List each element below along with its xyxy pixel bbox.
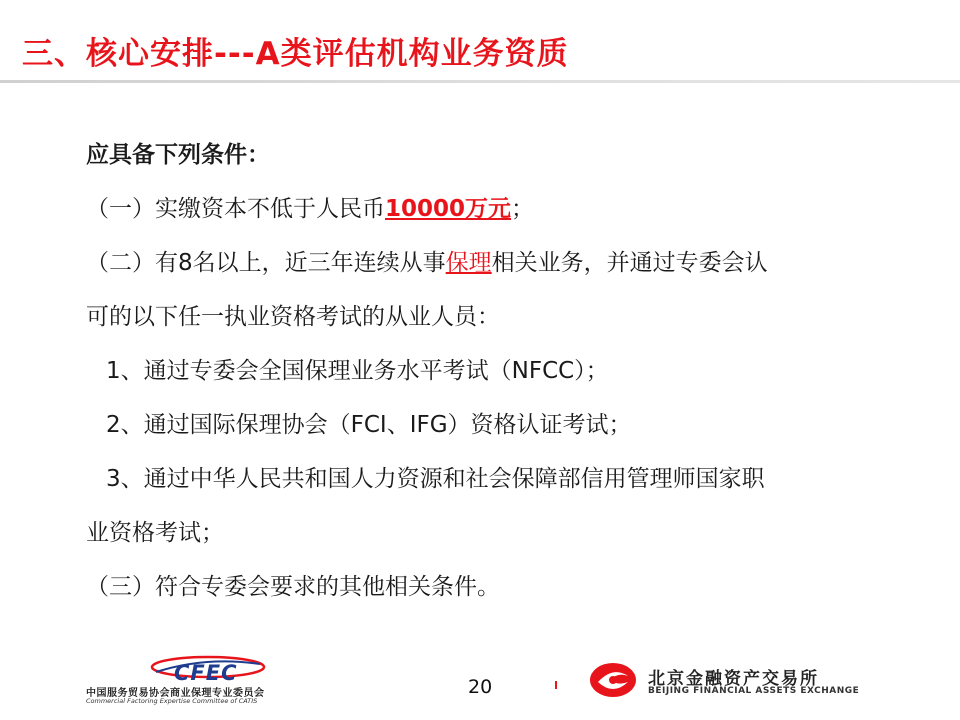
cfec-footer-logo — [86, 654, 356, 704]
page-number: 20 — [468, 676, 493, 698]
capital-amount: 10000万元 — [385, 196, 512, 222]
decorative-tick — [555, 681, 557, 689]
condition-3: （三）符合专委会要求的其他相关条件。 — [86, 574, 500, 600]
slide-body — [86, 128, 886, 614]
condition-2-continued: 可的以下任一执业资格考试的从业人员： — [86, 304, 500, 330]
condition-2-suffix: 相关业务，并通过专委会认 — [491, 250, 768, 276]
conditions-heading: 应具备下列条件： — [86, 142, 270, 168]
bfae-footer-logo — [588, 660, 888, 700]
exam-option-3: 3、通过中华人民共和国人力资源和社会保障部信用管理师国家职 — [106, 466, 765, 492]
exam-option-3-continued: 业资格考试； — [86, 520, 224, 546]
exam-option-2: 2、通过国际保理协会（FCI、IFG）资格认证考试； — [106, 412, 632, 438]
condition-1 — [86, 182, 886, 236]
exam-option-1: 1、通过专委会全国保理业务水平考试（NFCC）； — [106, 358, 609, 384]
condition-2-prefix: （二）有8名以上，近三年连续从事 — [86, 250, 446, 276]
condition-2 — [86, 236, 886, 290]
factoring-keyword: 保理 — [445, 250, 492, 276]
condition-1-prefix: （一）实缴资本不低于人民币 — [86, 196, 385, 222]
cfec-name-en: Commercial Factoring Expertise Committee of CATIS — [86, 697, 258, 705]
cfec-logo-text: CFEC — [174, 661, 238, 685]
bfae-emblem-icon — [588, 660, 638, 700]
bfae-name-cn: 北京金融资产交易所 — [648, 669, 819, 689]
slide-title: 三、核心安排---A类评估机构业务资质 — [22, 36, 569, 72]
condition-1-suffix: ； — [511, 196, 535, 222]
title-divider — [0, 80, 960, 83]
cfec-name-cn: 中国服务贸易协会商业保理专业委员会 — [86, 688, 265, 699]
bfae-name-en: BEIJING FINANCIAL ASSETS EXCHANGE — [648, 686, 860, 696]
